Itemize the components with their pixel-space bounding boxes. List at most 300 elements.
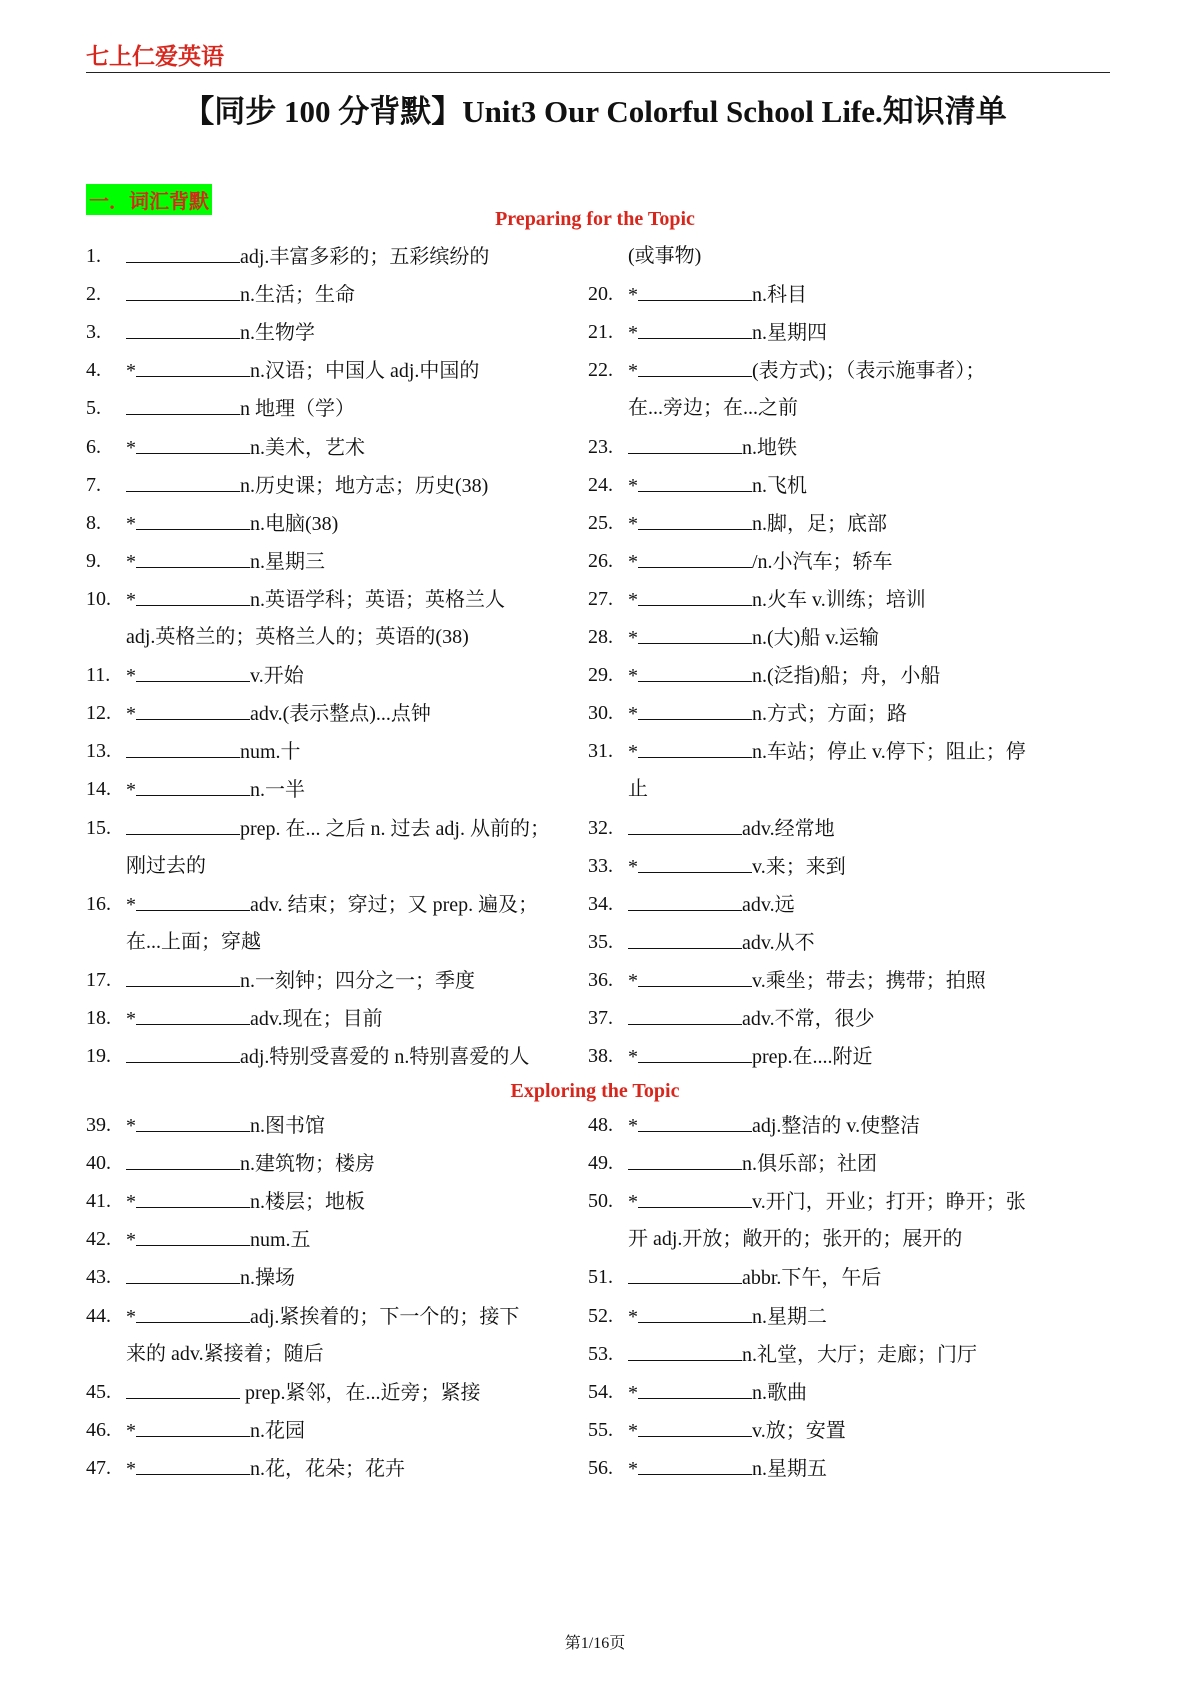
asterisk-mark: * [126, 703, 136, 726]
item-meaning: n.俱乐部；社团 [742, 1153, 877, 1176]
item-meaning: n.科目 [752, 284, 807, 307]
item-number: 48. [588, 1114, 613, 1136]
answer-blank[interactable] [126, 968, 240, 987]
answer-blank[interactable] [628, 892, 742, 911]
item-meaning: v.开始 [250, 665, 304, 688]
vocab-line [588, 1380, 1048, 1408]
vocab-line [86, 282, 546, 310]
item-body [126, 739, 301, 764]
answer-blank[interactable] [638, 473, 752, 492]
answer-blank[interactable] [638, 701, 752, 720]
answer-blank[interactable] [126, 1380, 240, 1399]
item-number: 35. [588, 930, 613, 953]
item-body [126, 625, 469, 649]
answer-blank[interactable] [126, 396, 240, 415]
page-number: 第1/16页 [564, 1635, 626, 1652]
answer-blank[interactable] [136, 358, 250, 377]
asterisk-mark: * [628, 360, 638, 383]
item-body [126, 358, 479, 383]
vocab-line [86, 892, 546, 920]
answer-blank[interactable] [136, 1113, 250, 1132]
asterisk-mark: * [628, 284, 638, 307]
item-number: 42. [86, 1228, 111, 1251]
item-number: 51. [588, 1266, 613, 1289]
item-meaning: adv.(表示整点)...点钟 [250, 703, 431, 726]
vocab-line [588, 1227, 1048, 1255]
item-number: 34. [588, 892, 613, 915]
answer-blank[interactable] [638, 1304, 752, 1323]
item-number: 3. [86, 321, 101, 344]
item-meaning: n.汉语；中国人 adj.中国的 [250, 360, 480, 383]
item-body [628, 473, 807, 498]
vocab-line [588, 663, 1048, 691]
item-number: 40. [86, 1152, 111, 1175]
item-number: 33. [588, 854, 613, 877]
item-body [126, 968, 475, 993]
answer-blank[interactable] [638, 1456, 752, 1475]
answer-blank[interactable] [628, 1265, 742, 1284]
item-number: 13. [86, 740, 111, 763]
asterisk-mark: * [628, 1305, 638, 1328]
answer-blank[interactable] [638, 549, 752, 568]
item-meaning: n 地理（学） [240, 398, 355, 421]
answer-blank[interactable] [638, 1189, 752, 1208]
item-number: 22. [588, 359, 613, 382]
item-meaning: adj.丰富多彩的；五彩缤纷的 [240, 246, 490, 268]
vocab-line [588, 1189, 1048, 1217]
item-body [628, 396, 798, 420]
vocab-line [588, 1044, 1048, 1072]
vocab-line [588, 473, 1048, 501]
item-meaning: adv. 结束；穿过；又 prep. 遍及； [250, 893, 539, 916]
asterisk-mark: * [628, 1046, 638, 1069]
section-heading: 一．词汇背默 [86, 184, 212, 215]
vocab-line [86, 1044, 546, 1072]
answer-blank[interactable] [126, 1265, 240, 1284]
answer-blank[interactable] [638, 1113, 752, 1132]
vocab-line [86, 968, 546, 996]
item-meaning: n.电脑(38) [250, 512, 339, 535]
vocab-line [86, 1227, 546, 1255]
answer-blank[interactable] [126, 473, 240, 492]
item-number: 30. [588, 702, 613, 725]
item-body [628, 511, 887, 536]
asterisk-mark: * [126, 588, 136, 611]
answer-blank[interactable] [126, 320, 240, 339]
asterisk-mark: * [126, 779, 136, 802]
item-number: 23. [588, 435, 613, 458]
item-number: 38. [588, 1045, 613, 1068]
item-number: 1. [86, 245, 101, 267]
answer-blank[interactable] [136, 892, 250, 911]
item-body [628, 1304, 827, 1329]
answer-blank[interactable] [638, 358, 752, 377]
item-body [126, 892, 538, 917]
item-number: 6. [86, 435, 101, 458]
answer-blank[interactable] [126, 1151, 240, 1170]
item-number: 4. [86, 359, 101, 382]
answer-blank[interactable] [628, 435, 742, 454]
item-number: 2. [86, 283, 101, 306]
answer-blank[interactable] [136, 701, 250, 720]
vocab-line [588, 739, 1048, 767]
item-meaning: n.火车 v.训练；培训 [752, 588, 926, 611]
item-number: 32. [588, 816, 613, 839]
item-meaning: abbr.下午，午后 [742, 1267, 882, 1290]
item-meaning: n.图书馆 [250, 1115, 325, 1137]
item-number: 10. [86, 587, 111, 610]
vocab-line [86, 1265, 546, 1293]
item-meaning: n.楼层；地板 [250, 1191, 365, 1214]
answer-blank[interactable] [126, 739, 240, 758]
item-meaning: adv.经常地 [742, 817, 835, 840]
item-number: 25. [588, 511, 613, 534]
item-meaning: n.生活；生命 [240, 284, 355, 307]
asterisk-mark: * [126, 1305, 136, 1328]
item-meaning: n.历史课；地方志；历史(38) [240, 474, 489, 497]
item-number: 20. [588, 283, 613, 306]
item-meaning: n.星期四 [752, 322, 827, 345]
item-meaning: v.放；安置 [752, 1419, 846, 1442]
item-body [126, 1380, 481, 1405]
item-meaning: adj.整洁的 v.使整洁 [752, 1115, 921, 1137]
item-number: 46. [86, 1418, 111, 1441]
answer-blank[interactable] [126, 816, 240, 835]
item-meaning: 开 adj.开放；敞开的；张开的；展开的 [628, 1228, 963, 1251]
item-body [126, 816, 550, 841]
item-body [126, 1151, 375, 1176]
vocab-line [86, 1342, 546, 1370]
item-meaning: n.脚，足；底部 [752, 512, 887, 535]
vocab-line [588, 1456, 1048, 1484]
answer-blank[interactable] [126, 1044, 240, 1063]
item-meaning: n.礼堂，大厅；走廊；门厅 [742, 1343, 977, 1366]
item-body [126, 1006, 383, 1031]
item-body [628, 320, 827, 345]
item-meaning: n.(泛指)船；舟，小船 [752, 665, 941, 688]
vocab-line [588, 1418, 1048, 1446]
item-meaning: n.美术，艺术 [250, 436, 365, 459]
item-body [126, 1304, 519, 1329]
vocab-line [588, 1113, 1048, 1141]
item-meaning: n.地铁 [742, 436, 797, 459]
item-meaning: adj.特别受喜爱的 n.特别喜爱的人 [240, 1046, 530, 1069]
answer-blank[interactable] [136, 1456, 250, 1475]
vocab-line [86, 663, 546, 691]
item-body [628, 1380, 807, 1405]
item-meaning: n.方式；方面；路 [752, 703, 907, 726]
asterisk-mark: * [126, 1191, 136, 1214]
item-meaning: adj.紧挨着的；下一个的；接下 [250, 1305, 520, 1328]
answer-blank[interactable] [638, 320, 752, 339]
vocab-line [588, 320, 1048, 348]
item-number: 18. [86, 1007, 111, 1029]
answer-blank[interactable] [628, 1006, 742, 1025]
asterisk-mark: * [628, 1115, 638, 1137]
answer-blank[interactable] [628, 1151, 742, 1170]
item-number: 27. [588, 587, 613, 610]
item-number: 8. [86, 511, 101, 534]
vocab-line [588, 968, 1048, 996]
item-meaning: 止 [628, 778, 648, 801]
vocab-line [588, 244, 1048, 272]
item-meaning: /n.小汽车；轿车 [752, 550, 893, 573]
answer-blank[interactable] [136, 511, 250, 530]
item-body [628, 1342, 977, 1367]
item-meaning: n.操场 [240, 1267, 295, 1290]
asterisk-mark: * [628, 322, 638, 345]
item-body [126, 1342, 324, 1366]
item-number: 17. [86, 968, 111, 991]
item-body [126, 1418, 305, 1443]
item-meaning: n.车站；停止 v.停下；阻止；停 [752, 741, 1026, 764]
item-body [628, 854, 846, 879]
item-number: 29. [588, 664, 613, 687]
answer-blank[interactable] [136, 1304, 250, 1323]
vocab-line [588, 396, 1048, 424]
vocab-line [86, 1456, 546, 1484]
asterisk-mark: * [628, 627, 638, 649]
item-meaning: n.星期二 [752, 1305, 827, 1328]
asterisk-mark: * [628, 1381, 638, 1404]
item-body [628, 1044, 873, 1069]
item-body [628, 1189, 1026, 1214]
item-meaning: n.星期三 [250, 550, 325, 573]
vocab-line [588, 854, 1048, 882]
item-number: 14. [86, 778, 111, 801]
answer-blank[interactable] [638, 739, 752, 758]
item-meaning: adv.从不 [742, 931, 815, 954]
item-number: 52. [588, 1304, 613, 1327]
item-number: 56. [588, 1456, 613, 1479]
vocab-line [86, 930, 546, 958]
answer-blank[interactable] [638, 587, 752, 606]
answer-blank[interactable] [136, 777, 250, 796]
answer-blank[interactable] [136, 435, 250, 454]
asterisk-mark: * [628, 512, 638, 535]
asterisk-mark: * [628, 969, 638, 992]
item-body [628, 1227, 962, 1251]
item-body [126, 244, 489, 269]
item-meaning: prep. 在... 之后 n. 过去 adj. 从前的； [240, 817, 550, 840]
item-number: 54. [588, 1380, 613, 1403]
vocab-line [588, 777, 1048, 805]
item-number: 26. [588, 549, 613, 572]
item-meaning: n.花园 [250, 1419, 305, 1442]
vocab-line [86, 473, 546, 501]
asterisk-mark: * [628, 474, 638, 497]
asterisk-mark: * [126, 1229, 136, 1252]
vocab-line [86, 320, 546, 348]
vocab-line [588, 1342, 1048, 1370]
item-body [126, 282, 355, 307]
answer-blank[interactable] [638, 1044, 752, 1063]
vocab-line [588, 1265, 1048, 1293]
vocab-line [86, 396, 546, 424]
vocab-line [86, 1189, 546, 1217]
item-meaning: n.建筑物；楼房 [240, 1153, 375, 1176]
item-body [628, 282, 807, 307]
item-meaning: n.英语学科；英语；英格兰人 [250, 588, 505, 611]
item-body [126, 1044, 529, 1069]
answer-blank[interactable] [638, 1418, 752, 1437]
vocab-line [86, 244, 546, 272]
item-meaning: n.一半 [250, 779, 305, 802]
vocab-line [86, 854, 546, 882]
vocab-line [86, 739, 546, 767]
asterisk-mark: * [628, 1191, 638, 1214]
answer-blank[interactable] [136, 1227, 250, 1246]
item-body [628, 1418, 846, 1443]
item-meaning: prep.在....附近 [752, 1046, 873, 1069]
item-number: 21. [588, 321, 613, 344]
item-meaning: 刚过去的 [126, 854, 206, 877]
asterisk-mark: * [628, 855, 638, 878]
answer-blank[interactable] [136, 663, 250, 682]
item-number: 55. [588, 1418, 613, 1441]
item-meaning: n.(大)船 v.运输 [752, 627, 880, 649]
item-body [628, 777, 648, 801]
topic-heading-exploring: Exploring the Topic [510, 1080, 680, 1102]
vocab-line [588, 435, 1048, 463]
answer-blank[interactable] [638, 625, 752, 644]
asterisk-mark: * [126, 893, 136, 916]
header-title: 七上仁爱英语 [86, 44, 224, 69]
vocab-line [86, 1304, 546, 1332]
item-number: 24. [588, 473, 613, 496]
item-number: 37. [588, 1007, 613, 1029]
vocab-line [86, 701, 546, 729]
answer-blank[interactable] [628, 930, 742, 949]
item-body [628, 625, 879, 650]
asterisk-mark: * [126, 512, 136, 535]
item-body [628, 739, 1026, 764]
item-number: 53. [588, 1342, 613, 1365]
item-body [628, 435, 797, 460]
item-body [126, 777, 305, 802]
answer-blank[interactable] [136, 1189, 250, 1208]
item-number: 44. [86, 1304, 111, 1327]
answer-blank[interactable] [638, 968, 752, 987]
answer-blank[interactable] [638, 282, 752, 301]
asterisk-mark: * [126, 550, 136, 573]
item-body [126, 511, 338, 536]
asterisk-mark: * [126, 360, 136, 383]
item-number: 5. [86, 397, 101, 420]
asterisk-mark: * [628, 741, 638, 764]
vocab-line [86, 1151, 546, 1179]
item-number: 50. [588, 1190, 613, 1213]
vocab-line [86, 549, 546, 577]
item-body [126, 854, 206, 878]
item-meaning: adv.现在；目前 [250, 1008, 383, 1030]
item-meaning: n.星期五 [752, 1457, 827, 1480]
item-body [628, 892, 795, 917]
item-number: 43. [86, 1266, 111, 1289]
item-body [126, 473, 488, 498]
item-meaning: v.乘坐；带去；携带；拍照 [752, 969, 986, 992]
item-body [628, 549, 893, 574]
vocab-line [86, 435, 546, 463]
item-body [126, 435, 365, 460]
vocab-line [588, 1304, 1048, 1332]
item-body [628, 1456, 827, 1481]
item-body [628, 701, 907, 726]
item-body [628, 816, 835, 841]
item-body [628, 930, 815, 955]
item-meaning: (或事物) [628, 245, 702, 267]
item-meaning: adj.英格兰的；英格兰人的；英语的(38) [126, 626, 469, 648]
answer-blank[interactable] [136, 1418, 250, 1437]
vocab-line [86, 358, 546, 386]
answer-blank[interactable] [638, 854, 752, 873]
header-rule [86, 72, 1110, 73]
asterisk-mark: * [126, 1457, 136, 1480]
item-body [126, 587, 505, 612]
item-meaning: n.飞机 [752, 474, 807, 497]
item-body [628, 244, 701, 268]
item-meaning: n.生物学 [240, 322, 315, 345]
vocab-line [86, 1006, 546, 1034]
document-title: 【同步 100 分背默】Unit3 Our Colorful School Life.知识清单 [183, 94, 1007, 129]
answer-blank[interactable] [136, 549, 250, 568]
vocab-line [588, 1006, 1048, 1034]
asterisk-mark: * [126, 1419, 136, 1442]
answer-blank[interactable] [136, 587, 250, 606]
item-meaning: v.开门，开业；打开；睁开；张 [752, 1191, 1026, 1214]
vocab-line [588, 282, 1048, 310]
item-body [126, 1456, 405, 1481]
asterisk-mark: * [628, 703, 638, 726]
vocab-line [588, 358, 1048, 386]
item-meaning: adv.远 [742, 893, 795, 916]
answer-blank[interactable] [628, 1342, 742, 1361]
item-body [126, 930, 261, 954]
vocab-line [86, 777, 546, 805]
topic-heading-preparing: Preparing for the Topic [495, 208, 695, 230]
asterisk-mark: * [628, 550, 638, 573]
vocab-line [588, 1151, 1048, 1179]
item-meaning: n.歌曲 [752, 1381, 807, 1404]
answer-blank[interactable] [638, 511, 752, 530]
vocab-line [86, 1418, 546, 1446]
answer-blank[interactable] [126, 244, 240, 263]
item-number: 7. [86, 473, 101, 496]
item-meaning: (表方式)；（表示施事者）； [752, 360, 986, 383]
vocab-line [86, 587, 546, 615]
answer-blank[interactable] [628, 816, 742, 835]
item-body [628, 1006, 875, 1031]
answer-blank[interactable] [126, 282, 240, 301]
answer-blank[interactable] [638, 663, 752, 682]
answer-blank[interactable] [638, 1380, 752, 1399]
answer-blank[interactable] [136, 1006, 250, 1025]
asterisk-mark: * [628, 588, 638, 611]
item-number: 12. [86, 702, 111, 725]
asterisk-mark: * [126, 665, 136, 688]
item-meaning: v.来；来到 [752, 855, 846, 878]
item-meaning: adv.不常，很少 [742, 1008, 875, 1030]
vocab-line [86, 1113, 546, 1141]
item-number: 49. [588, 1152, 613, 1175]
item-number: 31. [588, 740, 613, 763]
item-body [628, 968, 986, 993]
vocab-line [86, 816, 550, 844]
vocab-line [588, 549, 1048, 577]
item-meaning: 在...旁边；在...之前 [628, 397, 798, 420]
item-meaning: prep.紧邻，在...近旁；紧接 [240, 1381, 481, 1404]
vocab-line [588, 625, 1048, 653]
